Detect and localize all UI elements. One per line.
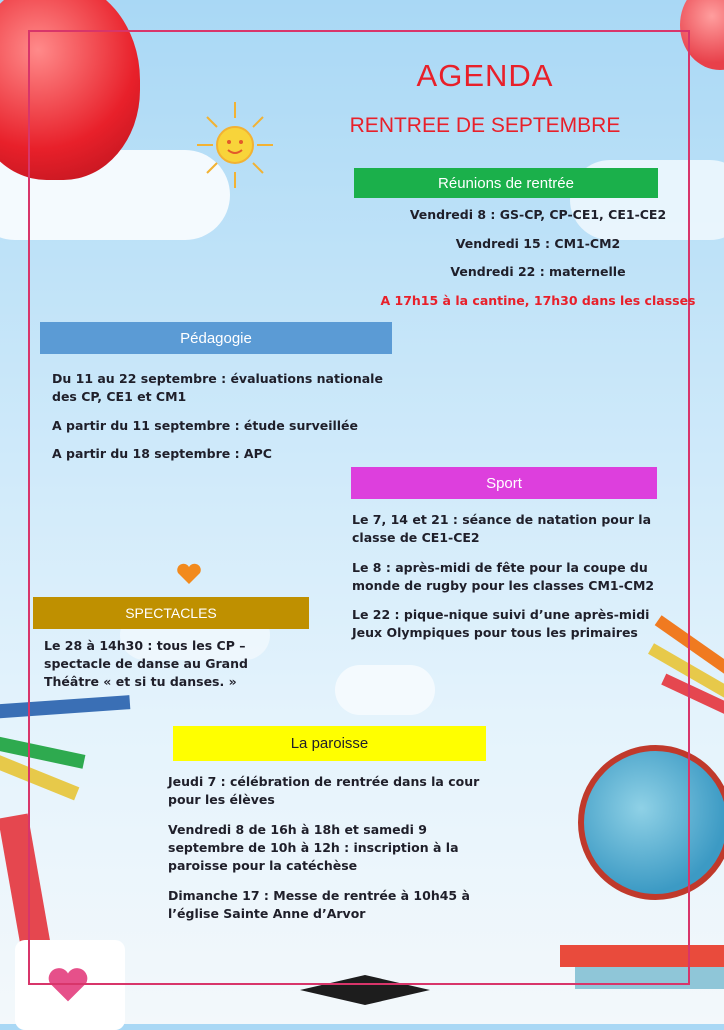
page-subtitle: RENTREE DE SEPTEMBRE xyxy=(349,114,621,137)
section-heading-label: La paroisse xyxy=(290,735,369,752)
section-heading-label: Réunions de rentrée xyxy=(438,174,574,192)
list-item: Le 7, 14 et 21 : séance de natation pour la classe de CE1-CE2 xyxy=(352,512,652,545)
list-item: Vendredi 8 de 16h à 18h et samedi 9 septembre de 10h à 12h : inscription à la paroisse pour la catéchèse xyxy=(168,822,459,873)
section-heading-paroisse xyxy=(173,726,486,761)
page-title: AGENDA xyxy=(416,58,554,93)
section-heading-label: SPECTACLES xyxy=(125,605,217,621)
list-item: Le 8 : après-midi de fête pour la coupe du monde de rugby pour les classes CM1-CM2 xyxy=(352,560,655,593)
list-item: Le 22 : pique-nique suivi d’une après-midi Jeux Olympiques pour tous les primaires xyxy=(352,607,650,640)
list-item: A partir du 11 septembre : étude surveillée xyxy=(52,418,358,433)
reunions-note: A 17h15 à la cantine, 17h30 dans les classes xyxy=(380,293,696,308)
list-item: Le 28 à 14h30 : tous les CP – spectacle de danse au Grand Théâtre « et si tu danses. » xyxy=(44,638,248,689)
section-heading-reunions xyxy=(354,168,658,198)
section-heading-sport xyxy=(351,467,657,499)
section-heading-pedagogie xyxy=(40,322,392,354)
list-item: Du 11 au 22 septembre : évaluations nationale des CP, CE1 et CM1 xyxy=(52,371,383,404)
list-item: A partir du 18 septembre : APC xyxy=(52,446,272,461)
list-item: Vendredi 8 : GS-CP, CP-CE1, CE1-CE2 xyxy=(409,207,667,222)
list-item: Vendredi 22 : maternelle xyxy=(450,264,626,279)
list-item: Dimanche 17 : Messe de rentrée à 10h45 à l’église Sainte Anne d’Arvor xyxy=(168,888,470,921)
section-heading-label: Sport xyxy=(486,474,522,492)
list-item: Vendredi 15 : CM1-CM2 xyxy=(455,236,621,251)
section-heading-label: Pédagogie xyxy=(180,329,252,347)
section-heading-spectacles xyxy=(33,597,309,629)
list-item: Jeudi 7 : célébration de rentrée dans la cour pour les élèves xyxy=(168,774,480,807)
